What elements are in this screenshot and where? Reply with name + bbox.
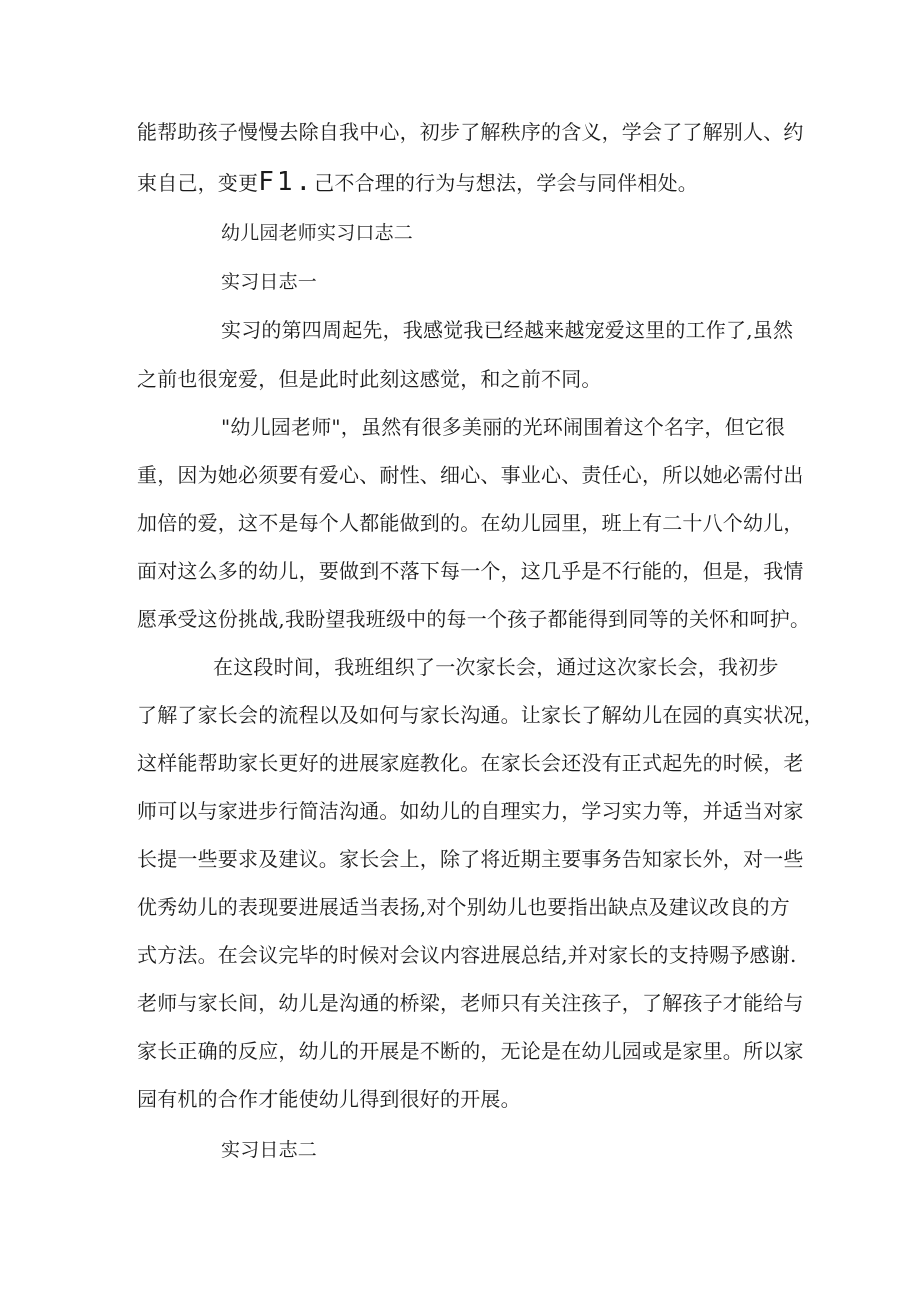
paragraph-line: 愿承受这份挑战,我盼望我班级中的每一个孩子都能得到同等的关怀和呵护。 bbox=[137, 607, 811, 631]
paragraph-line: 家长正确的反应，幼儿的开展是不断的，无论是在幼儿园或是家里。所以家 bbox=[137, 1039, 804, 1063]
paragraph-line: 之前也很宠爱，但是此时此刻这感觉，和之前不同。 bbox=[137, 367, 602, 391]
paragraph-line: 优秀幼儿的表现要进展适当表扬,对个别幼儿也要指出缺点及建议改良的方 bbox=[137, 895, 790, 919]
paragraph-line: 园有机的合作才能使幼儿得到很好的开展。 bbox=[137, 1087, 521, 1111]
paragraph-line: 加倍的爱，这不是每个人都能做到的。在幼儿园里，班上有二十八个幼儿， bbox=[137, 511, 804, 535]
paragraph-line: 师可以与家进步行简洁沟通。如幼儿的自理实力，学习实力等，并适当对家 bbox=[137, 799, 804, 823]
paragraph-line: 了解了家长会的流程以及如何与家长沟通。让家长了解幼儿在园的真实状况， bbox=[137, 703, 824, 727]
text-fragment: 束自己，变更 bbox=[137, 171, 259, 195]
section-heading: 幼儿园老师实习口志二 bbox=[221, 222, 414, 244]
paragraph-line: 能帮助孩子慢慢去除自我中心，初步了解秩序的含义，学会了了解别人、约 bbox=[137, 120, 804, 144]
paragraph-line: 重，因为她必须要有爱心、耐性、细心、事业心、责任心，所以她必需付出 bbox=[137, 463, 804, 487]
paragraph-line: 在这段时间，我班组织了一次家长会，通过这次家长会，我初步 bbox=[213, 655, 779, 679]
paragraph-line: "幼儿园老师"，虽然有很多美丽的光环闹围着这个名字，但它很 bbox=[221, 415, 786, 439]
paragraph-line: 面对这么多的幼儿，要做到不落下每一个，这几乎是不行能的，但是，我情 bbox=[137, 559, 804, 583]
subsection-heading: 实习日志二 bbox=[221, 1139, 318, 1161]
paragraph-line: 长提一些要求及建议。家长会上，除了将近期主要事务告知家长外，对一些 bbox=[137, 847, 804, 871]
subsection-heading: 实习日志一 bbox=[221, 271, 318, 293]
paragraph-line: 式方法。在会议完毕的时候对会议内容进展总结,并对家长的支持赐予感谢. bbox=[137, 943, 797, 967]
paragraph-line: 老师与家长间，幼儿是沟通的桥梁，老师只有关注孩子，了解孩子才能给与 bbox=[137, 991, 804, 1015]
paragraph-line: 实习的第四周起先，我感觉我已经越来越宠爱这里的工作了,虽然 bbox=[221, 318, 794, 342]
text-fragment: 己不合理的行为与想法，学会与同伴相处。 bbox=[314, 171, 698, 195]
paragraph-line: 这样能帮助家长更好的进展家庭教化。在家长会还没有正式起先的时候，老 bbox=[137, 751, 804, 775]
paragraph-line bbox=[137, 168, 698, 197]
garbled-text-fragment: F1. bbox=[258, 167, 315, 197]
